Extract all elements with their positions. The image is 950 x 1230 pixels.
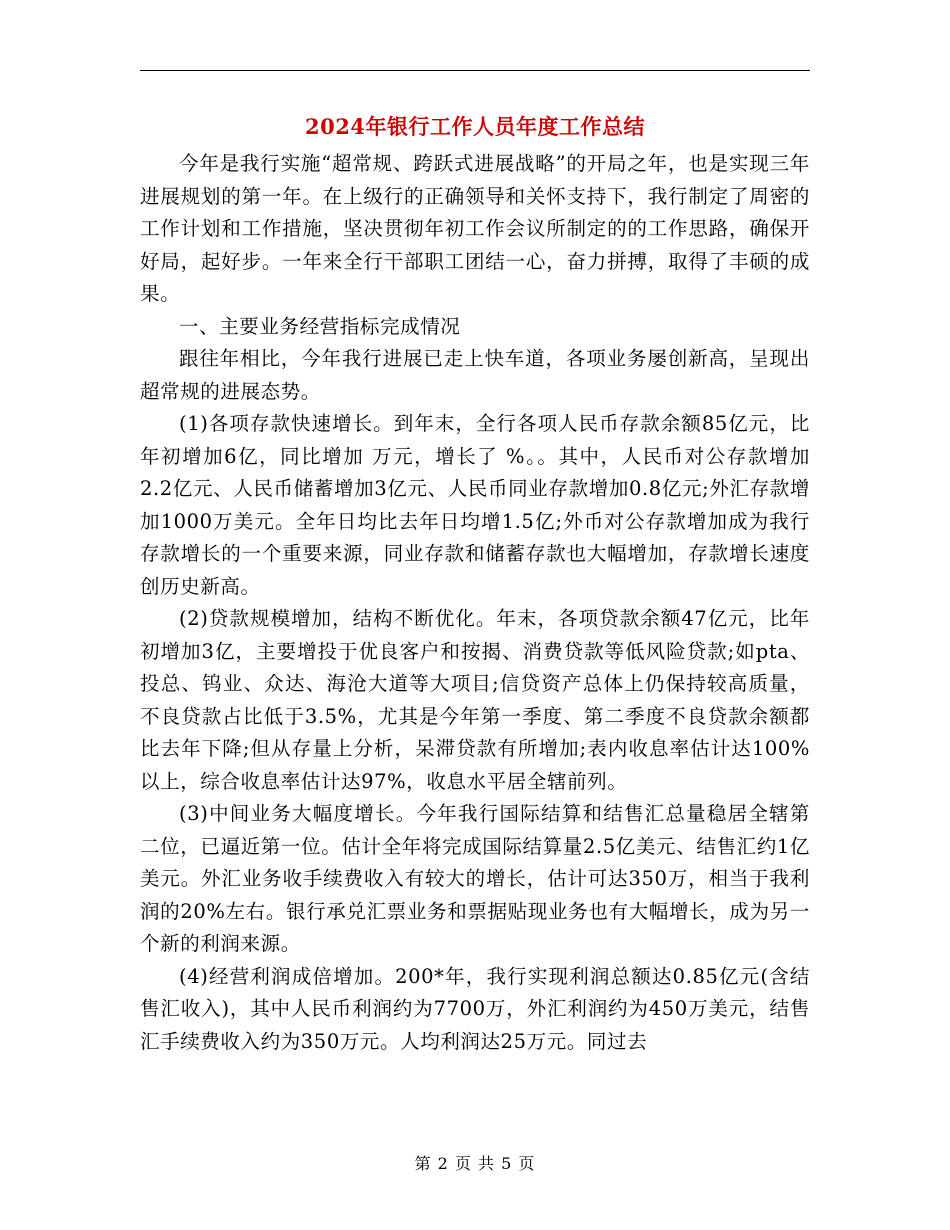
paragraph-deposits: (1)各项存款快速增长。到年末，全行各项人民币存款余额85亿元，比年初增加6亿，同比增加 万元，增长了 %。。其中，人民币对公存款增加2.2亿元、人民币储蓄增加3亿元、人民币同业存款增加0.8亿元;外汇存款增加1000万美元。全年日均比去年日均增1.5亿;外币对公存款增加成为我行存款增长的一个重要来源，同业存款和储蓄存款也大幅增加，存款增长速度创历史新高。 [140, 412, 810, 598]
header-rule [140, 70, 810, 71]
page-number: 第 2 页 共 5 页 [414, 1154, 536, 1173]
paragraph-profit: (4)经营利润成倍增加。200*年，我行实现利润总额达0.85亿元(含结售汇收入)，其中人民币利润约为7700万，外汇利润约为450万美元，结售汇手续费收入约为350万元。人均利润达25万元。同过去 [140, 964, 810, 1053]
section-heading: 一、主要业务经营指标完成情况 [179, 314, 461, 338]
document-body [140, 148, 810, 1058]
document-title: 2024年银行工作人员年度工作总结 [305, 114, 645, 139]
paragraph-intermediate-business: (3)中间业务大幅度增长。今年我行国际结算和结售汇总量稳居全辖第二位，已逼近第一位。估计全年将完成国际结算量2.5亿美元、结售汇约1亿美元。外汇业务收手续费收入有较大的增长，估计可达350万，相当于我利润的20%左右。银行承兑汇票业务和票据贴现业务也有大幅增长，成为另一个新的利润来源。 [140, 802, 810, 955]
paragraph-overview: 跟往年相比，今年我行进展已走上快车道，各项业务屡创新高，呈现出超常规的进展态势。 [140, 347, 810, 403]
paragraph-loans: (2)贷款规模增加，结构不断优化。年末，各项贷款余额47亿元，比年初增加3亿，主要增投于优良客户和按揭、消费贷款等低风险贷款;如pta、投总、钨业、众达、海沧大道等大项目;信贷资产总体上仍保持较高质量，不良贷款占比低于3.5%，尤其是今年第一季度、第二季度不良贷款余额都比去年下降;但从存量上分析，呆滞贷款有所增加;表内收息率估计达100%以上，综合收息率估计达97%，收息水平居全辖前列。 [140, 607, 810, 793]
paragraph-intro: 今年是我行实施“超常规、跨跃式进展战略”的开局之年，也是实现三年进展规划的第一年。在上级行的正确领导和关怀支持下，我行制定了周密的工作计划和工作措施，坚决贯彻年初工作会议所制定的的工作思路，确保开好局，起好步。一年来全行干部职工团结一心，奋力拼搏，取得了丰硕的成果。 [140, 152, 810, 305]
